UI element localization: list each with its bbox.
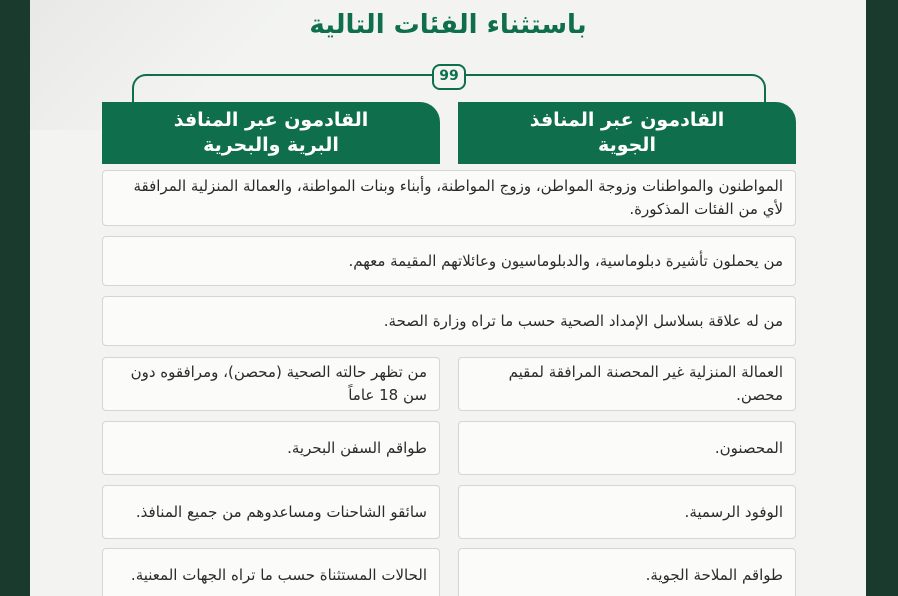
page-title: باستثناء الفئات التالية bbox=[309, 10, 587, 40]
info-panel bbox=[30, 0, 866, 596]
row-land-truck-drivers bbox=[102, 485, 440, 539]
row-land-exempt-cases-text: الحالات المستثناة حسب ما تراه الجهات المعنية. bbox=[130, 565, 427, 584]
header-land-line1: القادمون عبر المنافذ bbox=[173, 109, 369, 131]
row-supply-chain bbox=[102, 296, 796, 346]
row-land-truck-drivers-text: سائقو الشاحنات ومساعدوهم من جميع المنافذ. bbox=[135, 502, 427, 521]
row-citizens-text: المواطنون والمواطنات وزوجة المواطن، وزوج المواطنة، وأبناء وبنات المواطنة، والعمالة المنزلية المرافقة لأي من الفئات المذكورة. bbox=[133, 177, 783, 218]
header-air-line2: الجوية bbox=[598, 134, 656, 156]
header-air-line1: القادمون عبر المنافذ bbox=[529, 109, 725, 131]
row-land-immune-status bbox=[102, 357, 440, 411]
row-diplomats bbox=[102, 236, 796, 286]
quote-icon: 99 bbox=[432, 64, 466, 90]
header-air-ports bbox=[458, 102, 796, 164]
row-air-domestic-workers-text: العمالة المنزلية غير المحصنة المرافقة لمقيم محصن. bbox=[508, 363, 783, 404]
row-citizens bbox=[102, 170, 796, 226]
row-land-immune-status-text: من تظهر حالته الصحية (محصن)، ومرافقوه دون سن 18 عاماً bbox=[130, 363, 427, 404]
bracket-right bbox=[464, 74, 766, 104]
row-air-official-delegations bbox=[458, 485, 796, 539]
row-air-immunized bbox=[458, 421, 796, 475]
row-air-flight-crews-text: طواقم الملاحة الجوية. bbox=[645, 565, 783, 584]
header-land-line2: البرية والبحرية bbox=[203, 134, 339, 156]
row-air-immunized-text: المحصنون. bbox=[714, 438, 783, 457]
row-air-flight-crews bbox=[458, 548, 796, 596]
row-land-ship-crews bbox=[102, 421, 440, 475]
row-diplomats-text: من يحملون تأشيرة دبلوماسية، والدبلوماسيون وعائلاتهم المقيمة معهم. bbox=[348, 251, 783, 270]
row-land-ship-crews-text: طواقم السفن البحرية. bbox=[287, 438, 427, 457]
header-land-sea-ports bbox=[102, 102, 440, 164]
row-air-official-delegations-text: الوفود الرسمية. bbox=[684, 502, 783, 521]
row-supply-chain-text: من له علاقة بسلاسل الإمداد الصحية حسب ما تراه وزارة الصحة. bbox=[383, 311, 783, 330]
row-air-domestic-workers bbox=[458, 357, 796, 411]
row-land-exempt-cases bbox=[102, 548, 440, 596]
bracket-left bbox=[132, 74, 434, 104]
